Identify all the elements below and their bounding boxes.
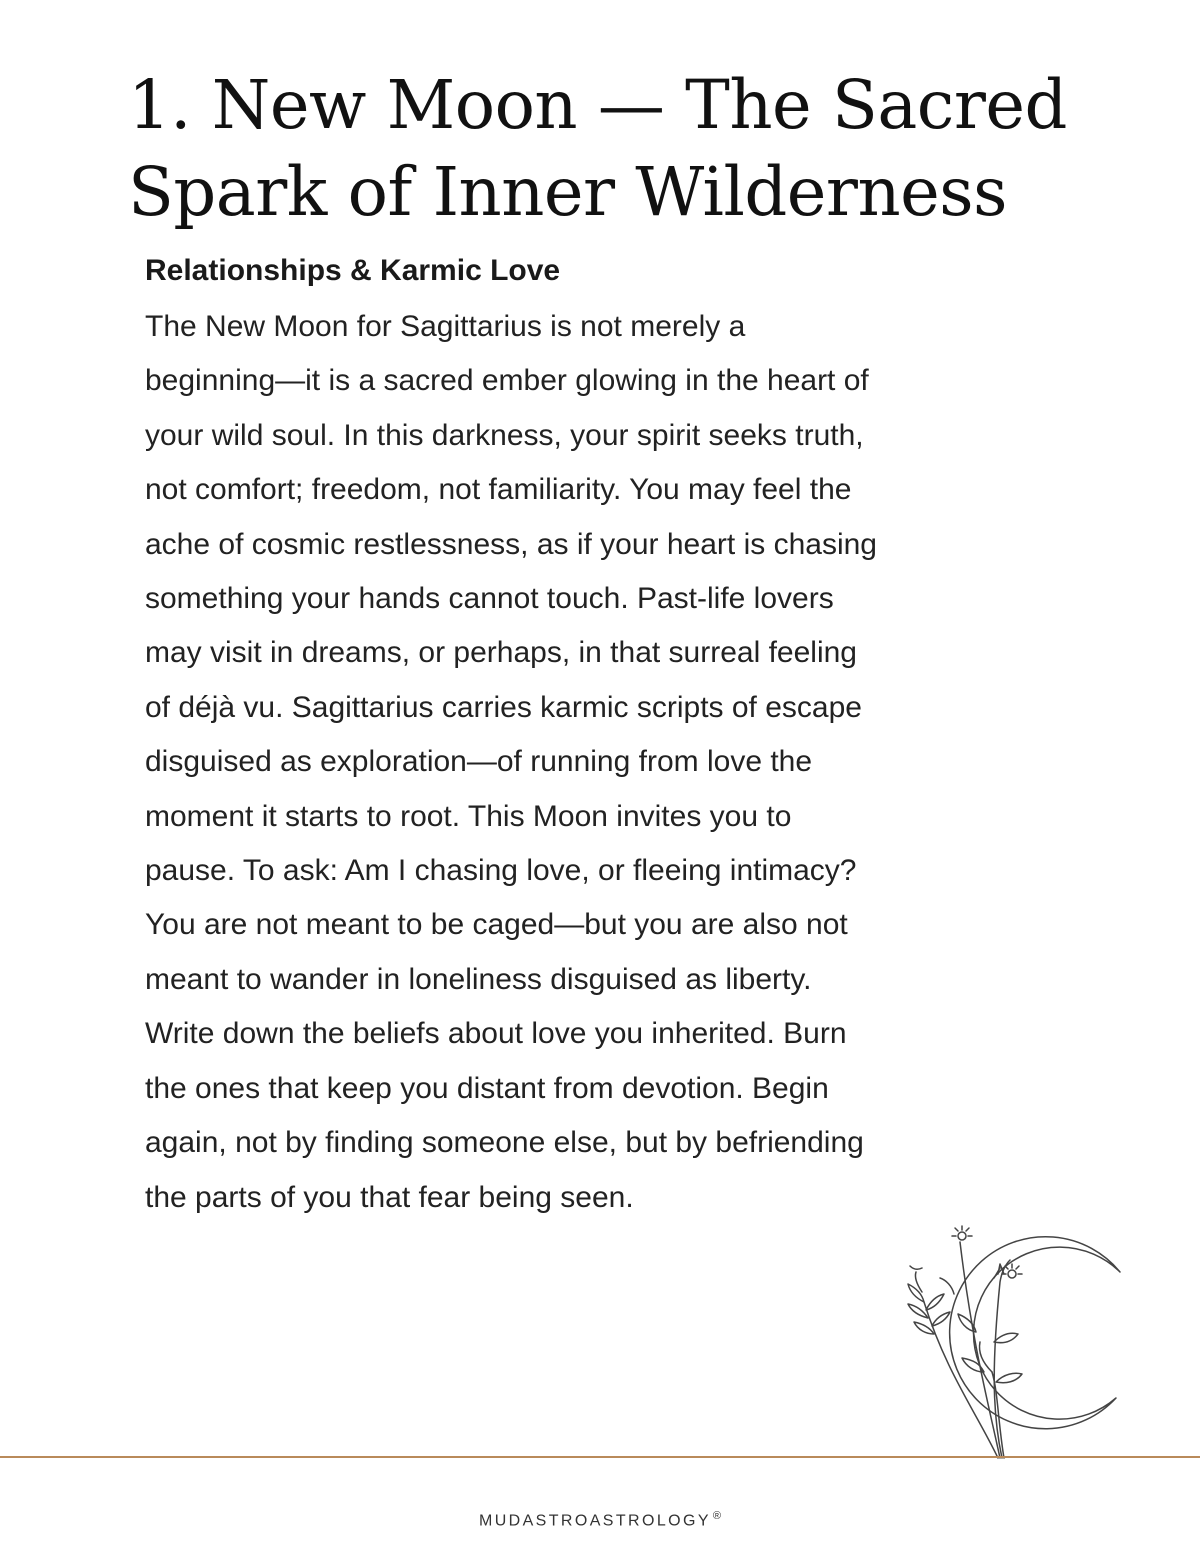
page-title: [128, 62, 1138, 236]
page-title-line-2: Spark of Inner Wilderness: [128, 153, 1008, 231]
body-line: something your hands cannot touch. Past-life lovers: [145, 582, 834, 616]
registered-mark: ®: [712, 1510, 722, 1522]
body-line: disguised as exploration—of running from love the: [145, 745, 813, 779]
body-line: Write down the beliefs about love you inherited. Burn: [145, 1017, 847, 1051]
body-line: moment it starts to root. This Moon invites you to: [145, 799, 792, 833]
footer-brand: [0, 1510, 1200, 1530]
body-line: of déjà vu. Sagittarius carries karmic scripts of escape: [145, 690, 862, 724]
body-line: ache of cosmic restlessness, as if your heart is chasing: [145, 527, 877, 561]
body-line: not comfort; freedom, not familiarity. You may feel the: [145, 473, 852, 507]
body-line: the parts of you that fear being seen.: [145, 1180, 634, 1214]
body-line: again, not by finding someone else, but by befriending: [145, 1126, 864, 1160]
body-line: beginning—it is a sacred ember glowing in the heart of: [145, 364, 869, 398]
footer-divider: [0, 1456, 1200, 1458]
body-line: the ones that keep you distant from devotion. Begin: [145, 1071, 829, 1105]
body-paragraph: [145, 300, 1045, 1225]
body-line: your wild soul. In this darkness, your spirit seeks truth,: [145, 418, 864, 452]
crescent-moon-with-wildflowers-icon: [880, 1222, 1130, 1462]
section-heading: Relationships & Karmic Love: [145, 254, 561, 287]
page-title-line-1: 1. New Moon — The Sacred: [128, 66, 1067, 144]
body-line: You are not meant to be caged—but you are also not: [145, 908, 848, 942]
brand-name: MUDASTROASTROLOGY: [478, 1512, 711, 1530]
body-line: meant to wander in loneliness disguised as liberty.: [145, 962, 812, 996]
body-line: may visit in dreams, or perhaps, in that surreal feeling: [145, 636, 857, 670]
body-line: pause. To ask: Am I chasing love, or fleeing intimacy?: [145, 854, 857, 888]
body-line: The New Moon for Sagittarius is not merely a: [145, 310, 746, 343]
